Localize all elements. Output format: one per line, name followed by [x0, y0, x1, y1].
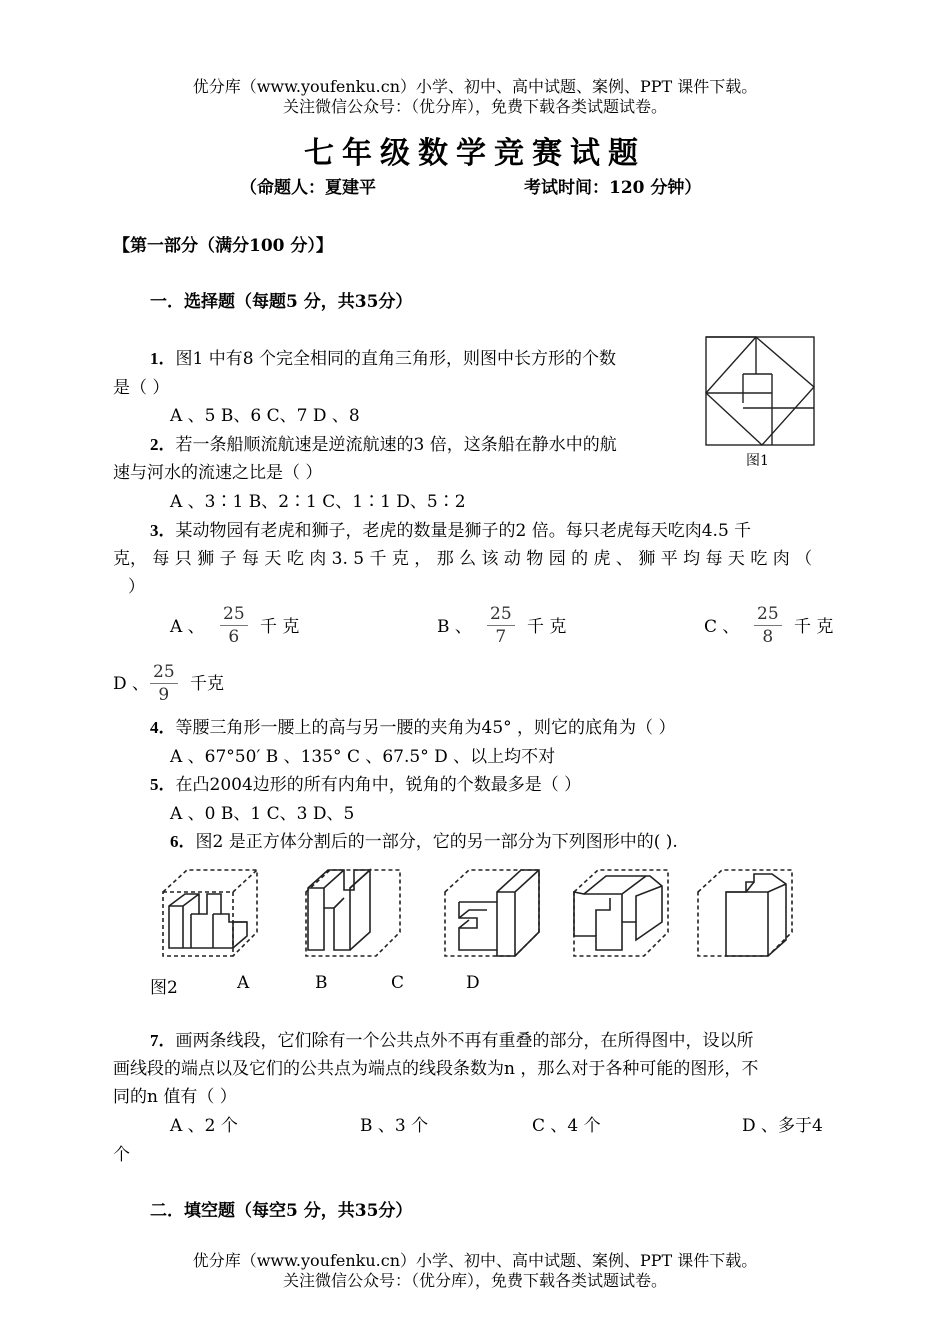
- q2-line-2: 速与河水的流速之比是（ ）: [113, 463, 323, 483]
- figure-option-a: [298, 862, 408, 962]
- q4-options: A 、67°50′ B 、135° C 、67.5° D 、以上均不对: [170, 747, 556, 767]
- q7-option-a: A 、2 个: [170, 1116, 238, 1136]
- q3-line-2: 克， 每 只 狮 子 每 天 吃 肉 3. 5 千 克 ， 那 么 该 动 物 园 的 虎 、 狮 平 均 每 天 吃 肉 （: [113, 549, 813, 569]
- q7-line-1: [150, 1029, 754, 1053]
- figure-1-label: 图1: [746, 453, 769, 469]
- q3-option-b-fraction: [487, 603, 515, 648]
- footer-line-2: 关注微信公众号：（优分库），免费下载各类试题试卷。: [282, 1271, 667, 1290]
- option-a-caption: A: [237, 973, 250, 993]
- q5-number: 5．: [150, 775, 176, 794]
- q4-line-1: [150, 716, 675, 740]
- q3-d-numerator: 25: [150, 661, 178, 684]
- figure-option-d: [690, 862, 800, 962]
- q6-number: 6．: [170, 832, 196, 851]
- q3-line-3: ）: [128, 577, 145, 597]
- q3-option-b-label: B 、: [437, 617, 472, 637]
- q2-options: A 、3∶1 B、2∶1 C、1∶1 D、5∶2: [170, 492, 466, 512]
- q6-line-1: [170, 830, 678, 854]
- q3-option-c-label: C 、: [704, 617, 740, 637]
- q7-option-c: C 、4 个: [532, 1116, 601, 1136]
- figure-2-cube-piece: [155, 862, 265, 962]
- q3-a-denominator: 6: [228, 627, 240, 647]
- q3-a-numerator: 25: [220, 603, 248, 626]
- q3-option-b-unit: 千 克: [527, 617, 567, 637]
- q3-option-c-unit: 千 克: [794, 617, 834, 637]
- q1-text-a: 图1 中有8 个完全相同的直角三角形，则图中长方形的个数: [175, 349, 616, 369]
- q3-text-a: 某动物园有老虎和狮子，老虎的数量是狮子的2 倍。每只老虎每天吃肉4.5 千: [175, 521, 752, 541]
- q3-b-numerator: 25: [487, 603, 515, 626]
- q3-c-denominator: 8: [762, 627, 774, 647]
- q3-option-d-unit: 千克: [190, 674, 224, 694]
- q3-d-denominator: 9: [158, 685, 170, 705]
- q3-option-a-unit: 千 克: [260, 617, 300, 637]
- q7-line-3: 同的n 值有（ ）: [113, 1087, 237, 1107]
- q7-line-2: 画线段的端点以及它们的公共点为端点的线段条数为n ，那么对于各种可能的图形，不: [113, 1059, 759, 1079]
- q3-option-a-fraction: [220, 603, 248, 648]
- figure-option-b: [437, 862, 547, 962]
- q7-number: 7．: [150, 1031, 176, 1050]
- option-d-caption: D: [466, 973, 480, 993]
- part1-heading: 【第一部分（满分100 分）】: [113, 236, 333, 256]
- q4-text: 等腰三角形一腰上的高与另一腰的夹角为45° ，则它的底角为（ ）: [175, 718, 676, 738]
- header-line-2: 关注微信公众号：（优分库），免费下载各类试题试卷。: [282, 97, 667, 116]
- figure-1-diagram: [704, 335, 817, 450]
- section1-heading: 一．选择题（每题5 分，共35分）: [150, 292, 413, 312]
- option-c-caption: C: [391, 973, 405, 993]
- q3-line-1: [150, 519, 751, 543]
- q3-c-numerator: 25: [754, 603, 782, 626]
- q4-number: 4．: [150, 718, 176, 737]
- option-b-caption: B: [315, 973, 328, 993]
- q5-options: A 、0 B、1 C、3 D、5: [170, 804, 355, 824]
- exam-time-line: 考试时间：120 分钟）: [524, 178, 702, 198]
- q7-option-b: B 、3 个: [360, 1116, 429, 1136]
- q1-line-2: 是（ ）: [113, 378, 170, 398]
- q3-option-d-fraction: [150, 661, 178, 706]
- page-title: 七年级数学竞赛试题: [304, 136, 646, 171]
- q3-number: 3．: [150, 521, 176, 540]
- header-line-1: 优分库（www.youfenku.cn）小学、初中、高中试题、案例、PPT 课件下载。: [192, 77, 758, 96]
- q7-text-a: 画两条线段，它们除有一个公共点外不再有重叠的部分，在所得图中，设以所: [175, 1031, 754, 1051]
- q6-text: 图2 是正方体分割后的一部分，它的另一部分为下列图形中的( ).: [195, 832, 678, 852]
- q2-line-1: [150, 433, 617, 457]
- q1-number: 1．: [150, 349, 176, 368]
- q7-option-d: D 、多于4: [742, 1116, 823, 1136]
- q3-option-c-fraction: [754, 603, 782, 648]
- q5-text: 在凸2004边形的所有内角中，锐角的个数最多是（ ）: [175, 775, 582, 795]
- q3-option-d-label: D 、: [113, 674, 150, 694]
- figure-option-c: [566, 862, 676, 962]
- section2-heading: 二．填空题（每空5 分，共35分）: [150, 1201, 413, 1221]
- q2-number: 2．: [150, 435, 176, 454]
- q2-text-a: 若一条船顺流航速是逆流航速的3 倍，这条船在静水中的航: [175, 435, 617, 455]
- q5-line-1: [150, 773, 581, 797]
- figure-2-caption: 图2: [150, 978, 178, 998]
- footer-line-1: 优分库（www.youfenku.cn）小学、初中、高中试题、案例、PPT 课件下载。: [192, 1251, 758, 1270]
- q3-b-denominator: 7: [495, 627, 507, 647]
- q1-options: A 、5 B、6 C、7 D 、8: [170, 406, 360, 426]
- q7-option-d-cont: 个: [113, 1145, 130, 1165]
- author-line: （命题人：夏建平: [240, 178, 376, 198]
- q3-option-a-label: A 、: [170, 617, 205, 637]
- q1-line-1: [150, 347, 616, 371]
